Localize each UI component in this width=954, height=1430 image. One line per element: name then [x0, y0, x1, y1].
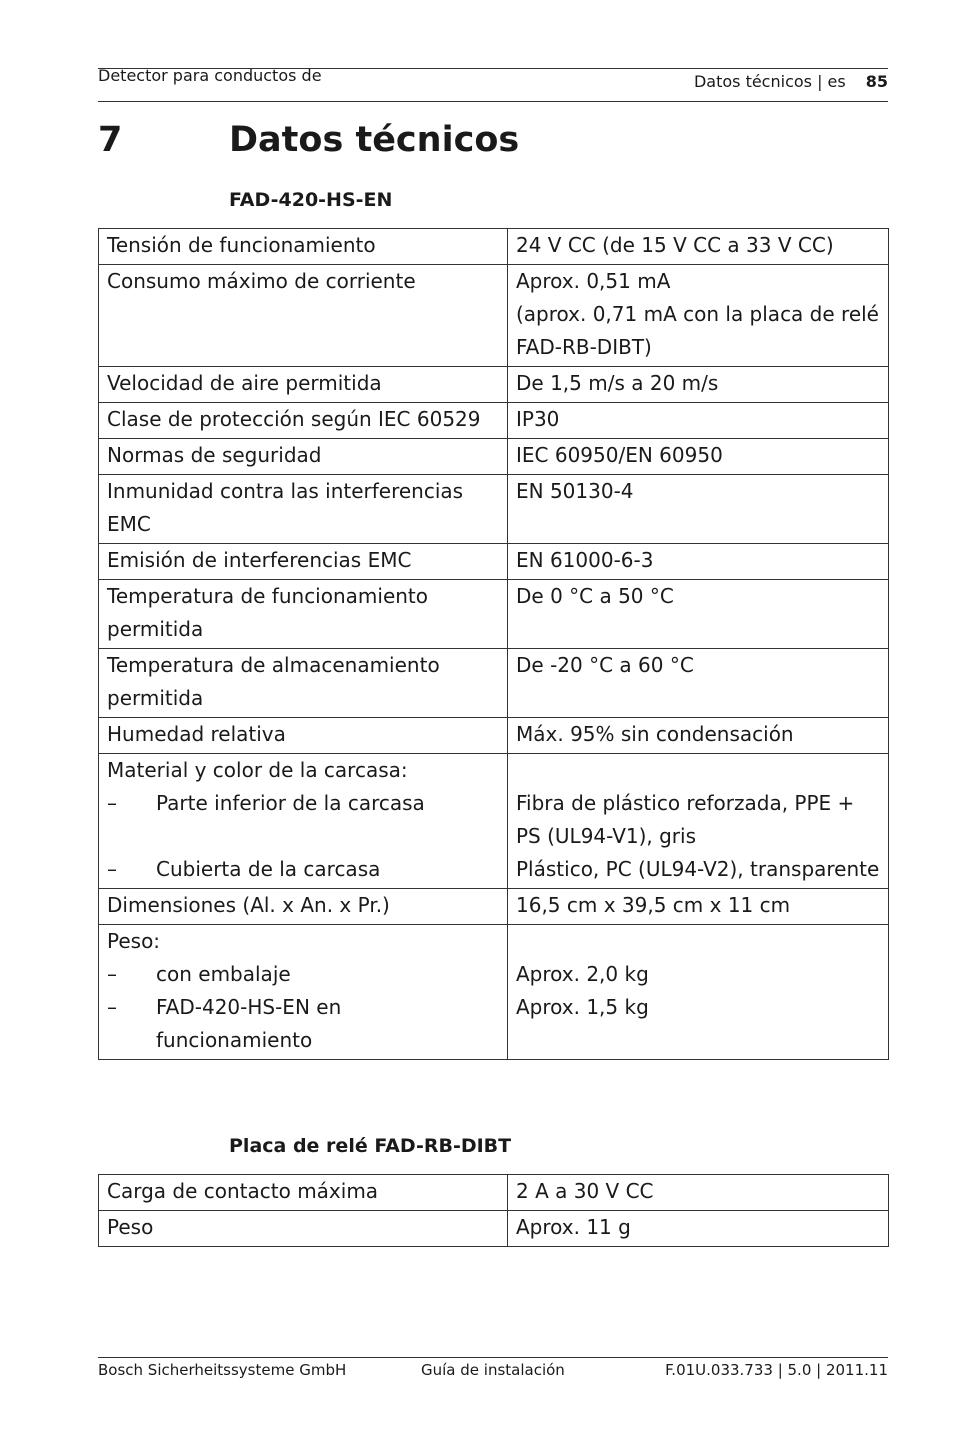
running-header-title: Detector para conductos de [98, 66, 322, 85]
spec-label: Velocidad de aire permitida [99, 367, 508, 403]
table-row [99, 229, 889, 265]
footer-doc-title: Guía de instalación [421, 1361, 565, 1379]
table-row [99, 1211, 889, 1247]
list-item [107, 958, 499, 991]
table2-title: Placa de relé FAD-RB-DIBT [229, 1135, 512, 1157]
spec-value-line: Plástico, PC (UL94-V2), transparente [516, 857, 880, 881]
spec-group-label: Material y color de la carcasa: [107, 758, 408, 782]
spec-value: De 0 °C a 50 °C [508, 580, 889, 649]
table1-title: FAD-420-HS-EN [229, 189, 393, 211]
spec-label: Humedad relativa [99, 718, 508, 754]
dash-bullet: – [107, 995, 117, 1019]
dash-bullet: – [107, 962, 117, 986]
spec-table-fad-rb-dibt [98, 1174, 889, 1247]
list-item [107, 991, 499, 1057]
spec-value-line: Aprox. 0,51 mA [516, 269, 671, 293]
spec-group-label: Peso: [107, 929, 161, 953]
table-row [99, 439, 889, 475]
spec-value: IEC 60950/EN 60950 [508, 439, 889, 475]
spec-value: Aprox. 11 g [508, 1211, 889, 1247]
table-row [99, 649, 889, 718]
table-row [99, 544, 889, 580]
spec-table-fad-420 [98, 228, 889, 1060]
spec-value: EN 61000-6-3 [508, 544, 889, 580]
list-item-label: con embalaje [156, 962, 291, 986]
spec-value: 2 A a 30 V CC [508, 1175, 889, 1211]
running-header-section [694, 72, 888, 91]
spec-value-line: Fibra de plástico reforzada, PPE + PS (UL94-V1), gris [516, 791, 855, 848]
spec-label: Tensión de funcionamiento [99, 229, 508, 265]
spec-value [508, 925, 889, 1060]
dash-bullet: – [107, 791, 117, 815]
dash-bullet: – [107, 857, 117, 881]
list-item [107, 787, 499, 820]
spec-label: Clase de protección según IEC 60529 [99, 403, 508, 439]
spec-value: EN 50130-4 [508, 475, 889, 544]
spec-label: Emisión de interferencias EMC [99, 544, 508, 580]
spec-label: Dimensiones (Al. x An. x Pr.) [99, 889, 508, 925]
spec-value [508, 754, 889, 889]
spec-label: Carga de contacto máxima [99, 1175, 508, 1211]
spec-label: Inmunidad contra las interferencias EMC [99, 475, 508, 544]
spec-value: IP30 [508, 403, 889, 439]
list-item [107, 853, 499, 886]
spec-value-line: (aprox. 0,71 mA con la placa de relé FAD-RB-DIBT) [516, 302, 879, 359]
table-row [99, 403, 889, 439]
table-row [99, 754, 889, 889]
spec-label [99, 925, 508, 1060]
list-item-label: Cubierta de la carcasa [156, 857, 381, 881]
table-row [99, 1175, 889, 1211]
header-section-label: Datos técnicos | es [693, 72, 846, 91]
chapter-title: Datos técnicos [229, 120, 520, 160]
spec-value: 24 V CC (de 15 V CC a 33 V CC) [508, 229, 889, 265]
list-item-label: Parte inferior de la carcasa [156, 791, 425, 815]
spec-value-line: Aprox. 2,0 kg [516, 962, 649, 986]
table-row [99, 925, 889, 1060]
list-item-label: FAD-420-HS-EN en funcionamiento [156, 995, 342, 1052]
spec-label: Consumo máximo de corriente [99, 265, 508, 367]
table-row [99, 889, 889, 925]
spec-value: De 1,5 m/s a 20 m/s [508, 367, 889, 403]
table-row [99, 580, 889, 649]
spec-label: Peso [99, 1211, 508, 1247]
spec-value: De -20 °C a 60 °C [508, 649, 889, 718]
footer-rule [98, 1357, 888, 1358]
page-number: 85 [865, 72, 888, 91]
spec-value: 16,5 cm x 39,5 cm x 11 cm [508, 889, 889, 925]
spec-label: Temperatura de almacenamiento permitida [99, 649, 508, 718]
table-row [99, 367, 889, 403]
spec-label: Normas de seguridad [99, 439, 508, 475]
table-row [99, 718, 889, 754]
spec-value-line: Aprox. 1,5 kg [516, 995, 649, 1019]
spec-value: Máx. 95% sin condensación [508, 718, 889, 754]
footer-company: Bosch Sicherheitssysteme GmbH [98, 1361, 347, 1379]
header-rule-bottom [98, 101, 888, 102]
table-row [99, 265, 889, 367]
spec-label: Temperatura de funcionamiento permitida [99, 580, 508, 649]
footer-doc-ref: F.01U.033.733 | 5.0 | 2011.11 [665, 1361, 888, 1379]
spec-value [508, 265, 889, 367]
chapter-number: 7 [98, 120, 123, 160]
table-row [99, 475, 889, 544]
spec-label [99, 754, 508, 889]
